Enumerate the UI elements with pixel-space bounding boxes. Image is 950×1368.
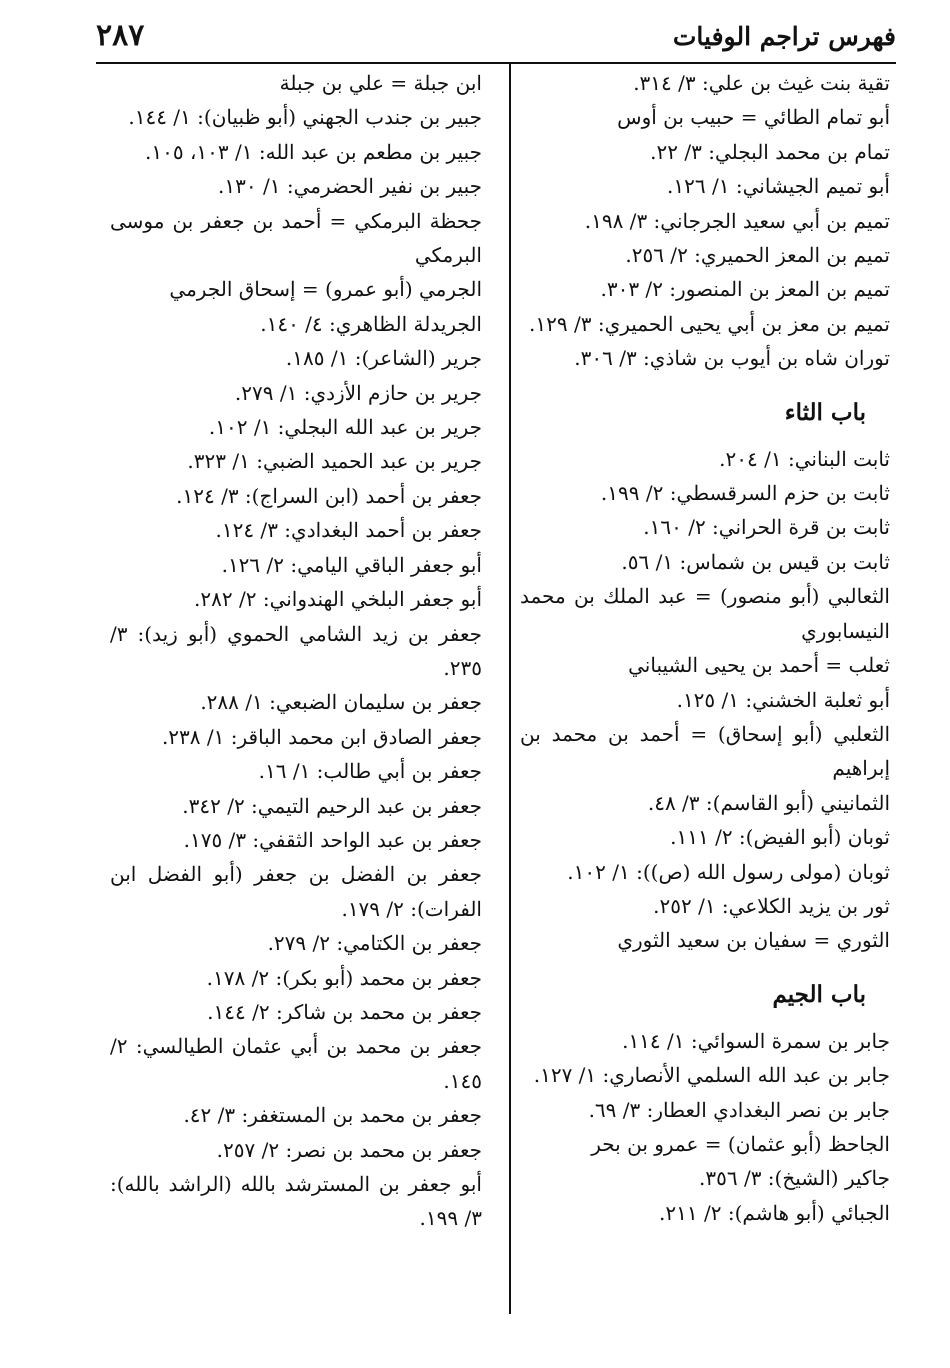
index-entry: تميم بن معز بن أبي يحيى الحميري: ٣/ ١٢٩. (529, 311, 890, 336)
index-entry: أبو تمام الطائي = حبيب بن أوس (617, 105, 890, 130)
index-entry: ابن جبلة = علي بن جبلة (279, 71, 482, 95)
column-divider (509, 64, 511, 1314)
right-column (520, 66, 890, 1230)
index-entry: الجرمي (أبو عمرو) = إسحاق الجرمي (169, 277, 482, 302)
index-entry: أبو تميم الجيشاني: ١/ ١٢٦. (667, 174, 890, 199)
index-entry: جعفر بن أبي طالب: ١/ ١٦. (258, 759, 482, 784)
index-entry: الجريدلة الظاهري: ٤/ ١٤٠. (260, 311, 482, 336)
index-entry: جعفر بن سليمان الضبعي: ١/ ٢٨٨. (200, 690, 482, 715)
index-entry: ثابت بن حزم السرقسطي: ٢/ ١٩٩. (600, 481, 890, 506)
index-entry: جعفر الصادق ابن محمد الباقر: ١/ ٢٣٨. (161, 724, 482, 749)
index-entry: جعفر بن زيد الشامي الحموي (أبو زيد): ٣/ ٢٣٥. (110, 621, 482, 680)
section-heading-jim: باب الجيم (772, 980, 866, 1008)
index-entry: جبير بن نفير الحضرمي: ١/ ١٣٠. (218, 174, 482, 199)
index-entry: الثمانيني (أبو القاسم): ٣/ ٤٨. (647, 790, 890, 815)
index-entry: جعفر بن عبد الواحد الثقفي: ٣/ ١٧٥. (183, 827, 482, 852)
index-entry: جعفر بن أحمد (ابن السراج): ٣/ ١٢٤. (176, 483, 482, 508)
index-entry: جعفر بن الكتامي: ٢/ ٢٧٩. (267, 931, 482, 956)
index-entry: ثوبان (أبو الفيض): ٢/ ١١١. (670, 825, 890, 850)
index-entry: جحظة البرمكي = أحمد بن جعفر بن موسى البرمكي (110, 208, 482, 268)
index-entry: جرير بن حازم الأزدي: ١/ ٢٧٩. (234, 380, 482, 405)
index-entry: تميم بن المعز الحميري: ٢/ ٢٥٦. (625, 243, 890, 268)
index-entry: جرير بن عبد الله البجلي: ١/ ١٠٢. (208, 415, 482, 440)
index-entry: الثوري = سفيان بن سعيد الثوري (617, 928, 890, 953)
index-entry: توران شاه بن أيوب بن شاذي: ٣/ ٣٠٦. (574, 346, 890, 371)
running-title: فهرس تراجم الوفيات (672, 22, 896, 51)
index-entry: ثابت بن قيس بن شماس: ١/ ٥٦. (621, 549, 890, 574)
index-entry: تقية بنت غيث بن علي: ٣/ ٣١٤. (633, 71, 890, 95)
index-entry: ثابت بن قرة الحراني: ٢/ ١٦٠. (643, 515, 890, 540)
index-entry: ثابت البناني: ١/ ٢٠٤. (719, 446, 890, 471)
header-rule (96, 62, 896, 64)
index-entry: أبو جعفر بن المسترشد بالله (الراشد بالله): ٣/ ١٩٩. (110, 1172, 482, 1231)
index-entry: جبير بن مطعم بن عبد الله: ١/ ١٠٣، ١٠٥. (145, 139, 482, 164)
index-entry: ثوبان (مولى رسول الله (ص)): ١/ ١٠٢. (567, 859, 890, 884)
entries-tha (520, 442, 890, 958)
index-entry: تميم بن أبي سعيد الجرجاني: ٣/ ١٩٨. (584, 208, 890, 233)
index-entry: الجبائي (أبو هاشم): ٢/ ٢١١. (659, 1200, 890, 1225)
index-entry: تمام بن محمد البجلي: ٣/ ٢٢. (650, 139, 890, 164)
page-number: ٢٨٧ (96, 18, 145, 53)
index-entry: أبو جعفر الباقي اليامي: ٢/ ١٢٦. (221, 552, 482, 577)
index-entry: جرير (الشاعر): ١/ ١٨٥. (285, 346, 482, 371)
index-entry: جابر بن سمرة السوائي: ١/ ١١٤. (622, 1028, 890, 1053)
page-header (96, 14, 896, 62)
index-entry: جعفر بن عبد الرحيم التيمي: ٢/ ٣٤٢. (182, 793, 482, 818)
entries-jim (520, 1024, 890, 1230)
index-entry: جعفر بن محمد بن المستغفر: ٣/ ٤٢. (183, 1103, 482, 1128)
index-entry: جاكير (الشيخ): ٣/ ٣٥٦. (699, 1166, 890, 1191)
index-entry: جعفر بن محمد (أبو بكر): ٢/ ١٧٨. (206, 965, 482, 990)
index-entry: جعفر بن محمد بن شاكر: ٢/ ١٤٤. (207, 999, 482, 1024)
index-entry: الثعلبي (أبو إسحاق) = أحمد بن محمد بن إبراهيم (520, 721, 890, 781)
entries-ta (520, 66, 890, 376)
index-entry: ثعلب = أحمد بن يحيى الشيباني (628, 653, 890, 678)
index-entry: أبو جعفر البلخي الهندواني: ٢/ ٢٨٢. (194, 587, 482, 612)
index-entry: جعفر بن أحمد البغدادي: ٣/ ١٢٤. (215, 518, 482, 543)
index-entry: جابر بن نصر البغدادي العطار: ٣/ ٦٩. (588, 1097, 890, 1122)
index-entry: ثور بن يزيد الكلاعي: ١/ ٢٥٢. (653, 893, 890, 918)
index-entry: جعفر بن الفضل بن جعفر (أبو الفضل ابن الفرات): ٢/ ١٧٩. (110, 862, 482, 921)
index-entry: تميم بن المعز بن المنصور: ٢/ ٣٠٣. (600, 277, 890, 302)
index-entry: جابر بن عبد الله السلمي الأنصاري: ١/ ١٢٧. (533, 1063, 890, 1088)
index-entry: أبو ثعلبة الخشني: ١/ ١٢٥. (676, 687, 890, 712)
left-column (110, 66, 482, 1236)
index-entry: الجاحظ (أبو عثمان) = عمرو بن بحر (591, 1131, 890, 1156)
index-entry: جبير بن جندب الجهني (أبو ظبيان): ١/ ١٤٤. (128, 105, 482, 130)
index-entry: جرير بن عبد الحميد الضبي: ١/ ٣٢٣. (187, 449, 482, 474)
section-heading-tha: باب الثاء (784, 398, 866, 426)
index-entry: جعفر بن محمد بن أبي عثمان الطيالسي: ٢/ ١٤٥. (110, 1034, 482, 1093)
index-entry: الثعالبي (أبو منصور) = عبد الملك بن محمد النيسابوري (520, 584, 890, 643)
index-entry: جعفر بن محمد بن نصر: ٢/ ٢٥٧. (216, 1137, 482, 1162)
